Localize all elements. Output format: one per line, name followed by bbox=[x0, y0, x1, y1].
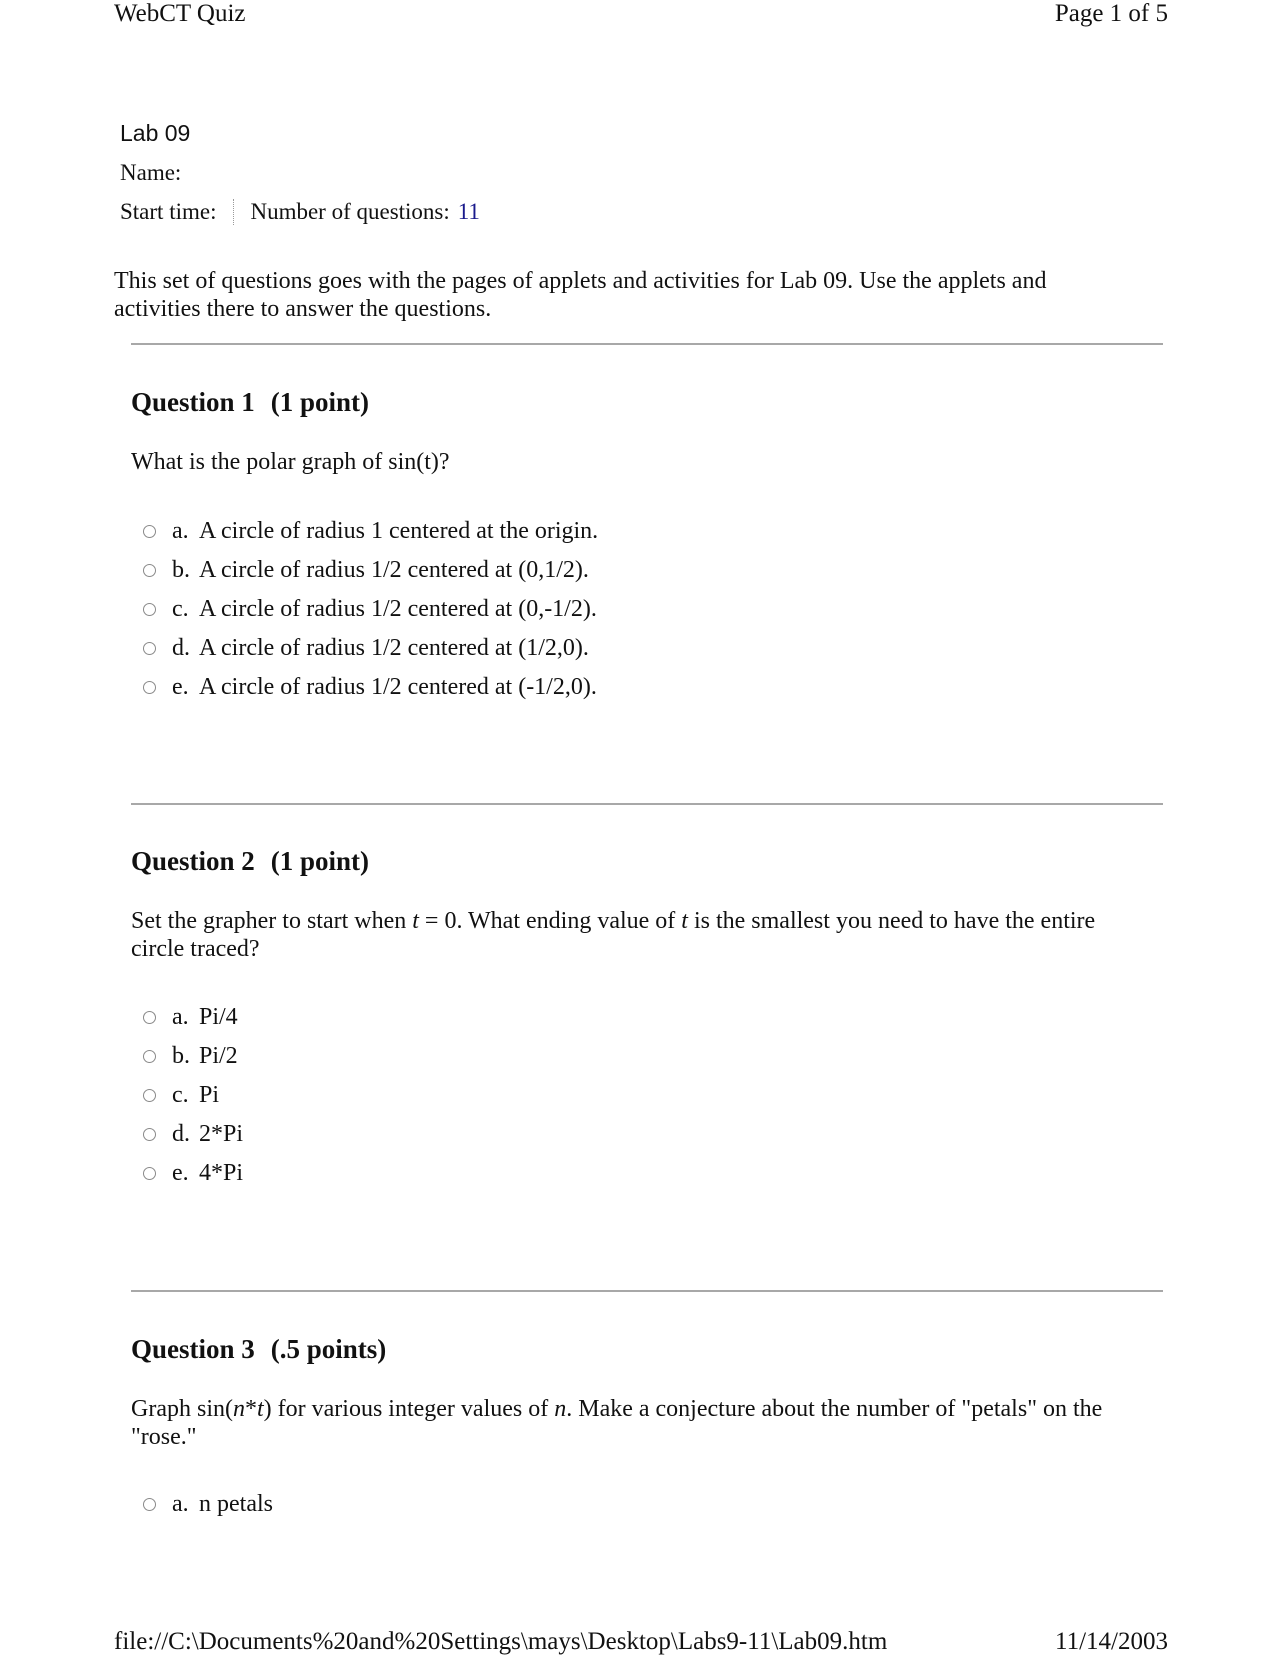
option-text: Pi bbox=[199, 1082, 220, 1108]
question-1-options bbox=[143, 512, 598, 707]
radio-button[interactable] bbox=[143, 1050, 156, 1063]
question-2-heading bbox=[131, 845, 369, 877]
answer-option[interactable] bbox=[143, 1154, 243, 1193]
math-variable: t bbox=[256, 1396, 264, 1422]
option-letter: c. bbox=[172, 596, 189, 622]
print-footer bbox=[114, 1628, 1168, 1656]
quiz-meta-row bbox=[120, 198, 480, 226]
answer-option[interactable] bbox=[143, 590, 598, 629]
radio-button[interactable] bbox=[143, 1167, 156, 1180]
answer-option[interactable] bbox=[143, 1115, 243, 1154]
radio-button[interactable] bbox=[143, 1011, 156, 1024]
radio-button[interactable] bbox=[143, 603, 156, 616]
question-text-part: = 0. What ending value of bbox=[418, 908, 682, 934]
option-text: n petals bbox=[199, 1491, 273, 1517]
radio-button[interactable] bbox=[143, 525, 156, 538]
question-1-text: What is the polar graph of sin(t)? bbox=[131, 449, 450, 475]
answer-option[interactable] bbox=[143, 668, 598, 707]
option-text: A circle of radius 1/2 centered at (0,1/2). bbox=[199, 557, 589, 583]
question-label: Question 1 bbox=[131, 387, 255, 417]
num-questions-value: 11 bbox=[457, 199, 480, 224]
option-text: A circle of radius 1/2 centered at (0,-1/2). bbox=[199, 596, 597, 622]
answer-option[interactable] bbox=[143, 512, 598, 551]
answer-option[interactable] bbox=[143, 998, 243, 1037]
answer-option[interactable] bbox=[143, 1037, 243, 1076]
question-2-options bbox=[143, 998, 243, 1193]
question-3-heading bbox=[131, 1333, 386, 1365]
num-questions-label: Number of questions: bbox=[250, 199, 450, 224]
question-divider bbox=[131, 803, 1163, 805]
option-letter: c. bbox=[172, 1082, 189, 1108]
print-header-title: WebCT Quiz bbox=[114, 0, 246, 27]
quiz-instructions: This set of questions goes with the pages of applets and activities for Lab 09. Use the applets and activities there to answer the questions. bbox=[114, 268, 1047, 322]
radio-button[interactable] bbox=[143, 642, 156, 655]
math-variable: t bbox=[681, 908, 688, 934]
question-divider bbox=[131, 343, 1163, 345]
question-text-part: Graph sin( bbox=[131, 1396, 233, 1422]
option-letter: e. bbox=[172, 674, 189, 700]
question-2-text bbox=[131, 907, 1151, 963]
question-points: (1 point) bbox=[270, 387, 370, 417]
radio-button[interactable] bbox=[143, 1128, 156, 1141]
math-variable: n bbox=[232, 1396, 245, 1422]
option-letter: b. bbox=[172, 1043, 190, 1069]
option-text: A circle of radius 1/2 centered at (-1/2,0). bbox=[199, 674, 597, 700]
radio-button[interactable] bbox=[143, 1089, 156, 1102]
question-label: Question 3 bbox=[131, 1334, 255, 1364]
question-1-heading bbox=[131, 386, 369, 418]
option-letter: d. bbox=[172, 635, 190, 661]
option-letter: a. bbox=[172, 1491, 189, 1517]
start-time-label: Start time: bbox=[120, 199, 217, 224]
name-label: Name: bbox=[120, 160, 182, 185]
math-variable: t bbox=[412, 908, 419, 934]
option-text: Pi/2 bbox=[199, 1043, 238, 1069]
option-letter: e. bbox=[172, 1160, 189, 1186]
radio-button[interactable] bbox=[143, 681, 156, 694]
quiz-title: Lab 09 bbox=[120, 120, 191, 146]
print-header bbox=[114, 0, 1168, 28]
question-label: Question 2 bbox=[131, 846, 255, 876]
answer-option[interactable] bbox=[143, 551, 598, 590]
question-text-part: ) for various integer values of bbox=[263, 1396, 555, 1422]
option-text: A circle of radius 1/2 centered at (1/2,0). bbox=[199, 635, 589, 661]
print-footer-date: 11/14/2003 bbox=[1055, 1628, 1168, 1655]
math-variable: n bbox=[554, 1396, 567, 1422]
answer-option[interactable] bbox=[143, 1485, 273, 1524]
question-divider bbox=[131, 1290, 1163, 1292]
option-letter: a. bbox=[172, 1004, 189, 1030]
option-letter: b. bbox=[172, 557, 190, 583]
meta-divider bbox=[233, 199, 234, 225]
option-letter: d. bbox=[172, 1121, 190, 1147]
option-letter: a. bbox=[172, 518, 189, 544]
question-3-text bbox=[131, 1395, 1151, 1451]
option-text: 4*Pi bbox=[199, 1160, 244, 1186]
question-points: (.5 points) bbox=[270, 1334, 387, 1364]
radio-button[interactable] bbox=[143, 564, 156, 577]
option-text: 2*Pi bbox=[199, 1121, 244, 1147]
print-header-page: Page 1 of 5 bbox=[1054, 0, 1168, 27]
answer-option[interactable] bbox=[143, 1076, 243, 1115]
question-points: (1 point) bbox=[270, 846, 370, 876]
radio-button[interactable] bbox=[143, 1498, 156, 1511]
question-text-part: is the smallest you need to have the entire circle traced? bbox=[131, 908, 1096, 962]
question-3-options bbox=[143, 1485, 273, 1524]
question-text-part: Set the grapher to start when bbox=[131, 908, 413, 934]
print-footer-path: file://C:\Documents%20and%20Settings\mays\Desktop\Labs9-11\Lab09.htm bbox=[114, 1628, 888, 1655]
option-text: A circle of radius 1 centered at the origin. bbox=[199, 518, 599, 544]
option-text: Pi/4 bbox=[199, 1004, 238, 1030]
answer-option[interactable] bbox=[143, 629, 598, 668]
question-text-part: . Make a conjecture about the number of "petals" on the "rose." bbox=[131, 1396, 1103, 1450]
question-text-part: * bbox=[244, 1396, 257, 1422]
